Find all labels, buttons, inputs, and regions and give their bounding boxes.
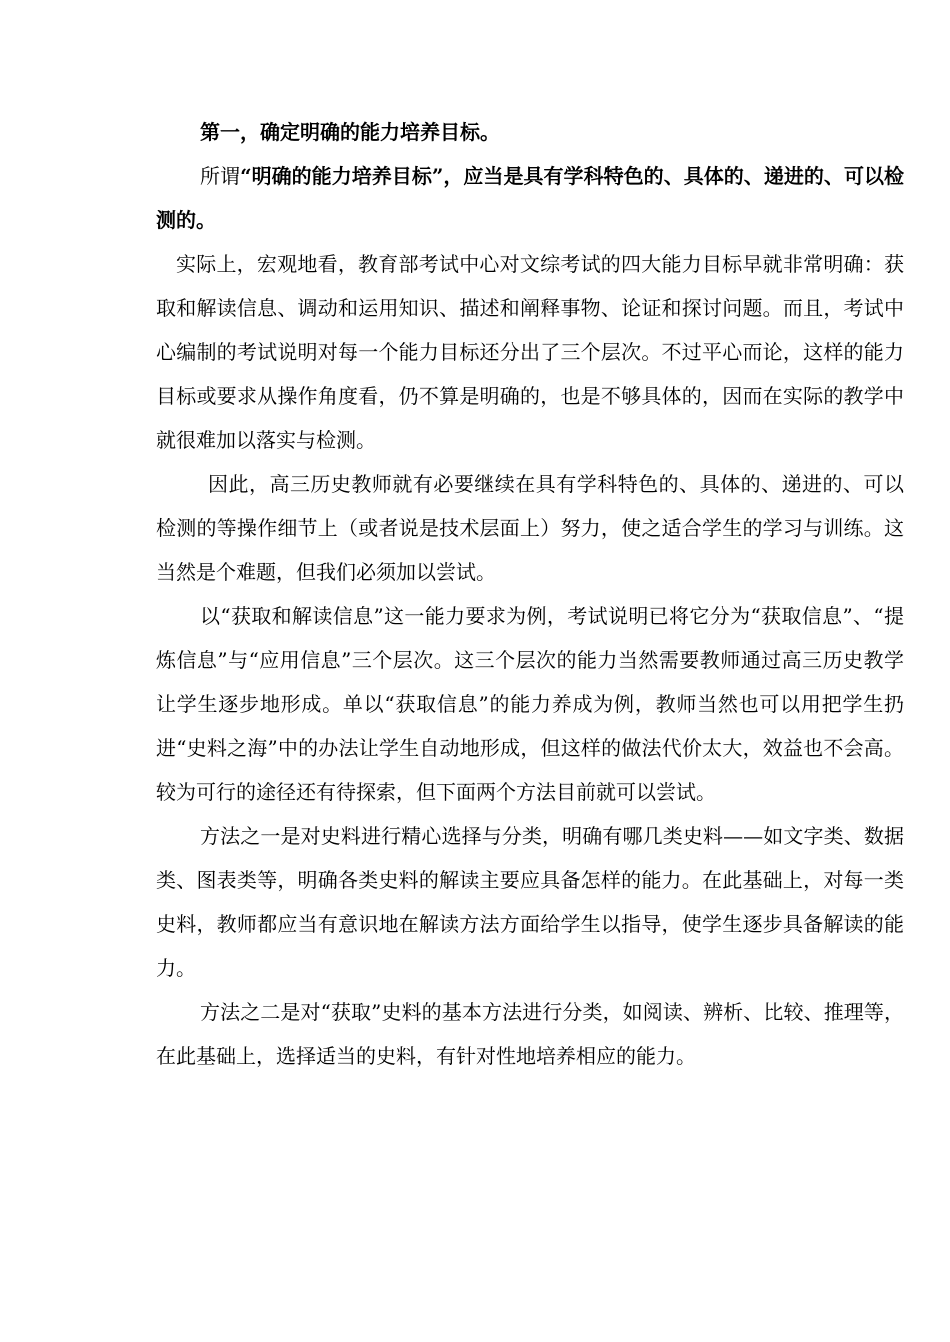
paragraph-context: 实际上，宏观地看，教育部考试中心对文综考试的四大能力目标早就非常明确：获取和解读信息、调动和运用知识、描述和阐释事物、论证和探讨问题。而且，考试中心编制的考试说明对每一个能力目标还分出了三个层次。不过平心而论，这样的能力目标或要求从操作角度看，仍不算是明确的，也是不够具体的，因而在实际的教学中就很难加以落实与检测。 <box>156 252 904 452</box>
paragraph-method-one: 方法之一是对史料进行精心选择与分类，明确有哪几类史料——如文字类、数据类、图表类等，明确各类史料的解读主要应具备怎样的能力。在此基础上，对每一类史料，教师都应当有意识地在解读方法方面给学生以指导，使学生逐步具备解读的能力。 <box>156 824 904 980</box>
paragraph-example: 以“获取和解读信息”这一能力要求为例，考试说明已将它分为“获取信息”、“提炼信息”与“应用信息”三个层次。这三个层次的能力当然需要教师通过高三历史教学让学生逐步地形成。单以“获取信息”的能力养成为例，教师当然也可以用把学生扔进“史料之海”中的办法让学生自动地形成，但这样的做法代价太大，效益也不会高。较为可行的途径还有待探索，但下面两个方法目前就可以尝试。 <box>156 604 904 804</box>
paragraph-therefore: 因此，高三历史教师就有必要继续在具有学科特色的、具体的、递进的、可以检测的等操作细节上（或者说是技术层面上）努力，使之适合学生的学习与训练。这当然是个难题，但我们必须加以尝试。 <box>156 472 904 584</box>
definition-paragraph <box>156 154 904 242</box>
paragraph-method-two: 方法之二是对“获取”史料的基本方法进行分类，如阅读、辨析、比较、推理等，在此基础上，选择适当的史料，有针对性地培养相应的能力。 <box>156 1000 904 1068</box>
section-heading: 第一，确定明确的能力培养目标。 <box>200 120 500 144</box>
document-page <box>156 110 904 1078</box>
definition-bold: “明确的能力培养目标”，应当是具有学科特色的、具体的、递进的、可以检测的。 <box>156 164 904 232</box>
definition-lead: 所谓 <box>200 164 241 188</box>
